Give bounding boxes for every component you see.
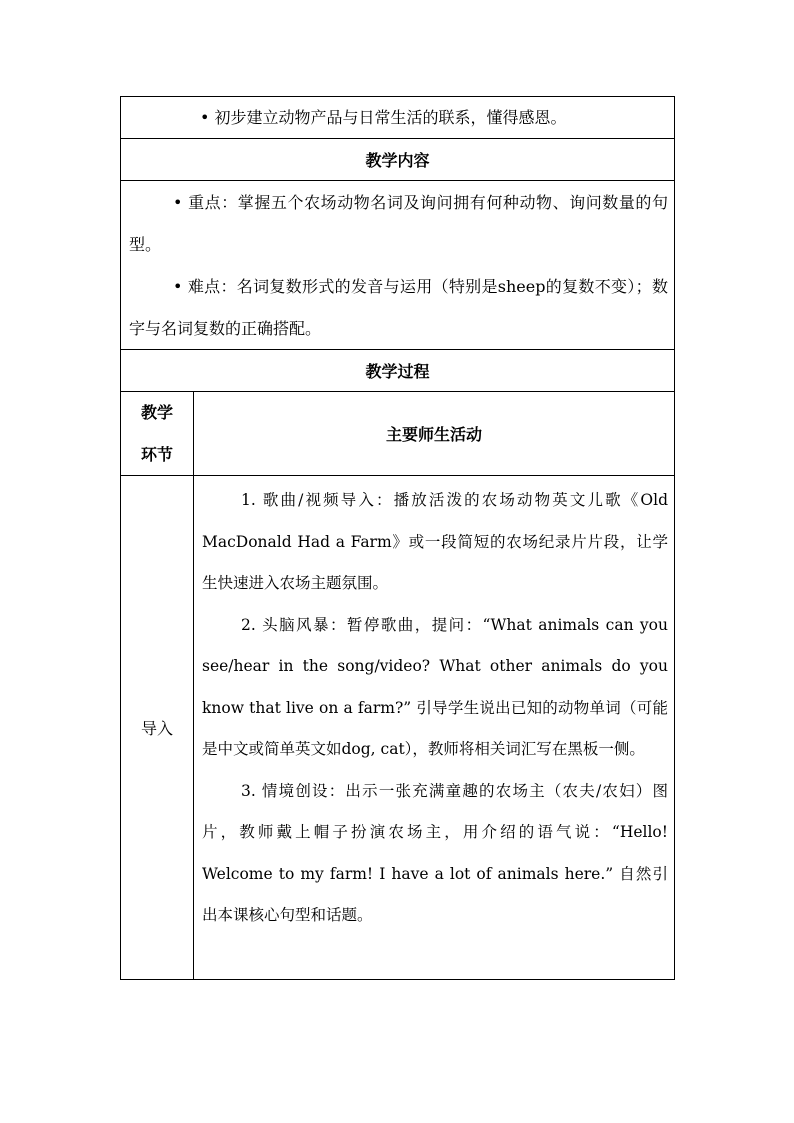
intro-item-1 xyxy=(194,480,674,605)
intro-row xyxy=(121,476,675,980)
stage-header-line2: 环节 xyxy=(140,444,173,464)
goal-bullet-text: • 初步建立动物产品与日常生活的联系，懂得感恩。 xyxy=(200,108,567,127)
goal-cell xyxy=(121,97,675,139)
intro-stage-label: 导入 xyxy=(121,476,194,980)
content-row xyxy=(121,181,675,350)
stage-header-line1: 教学 xyxy=(140,403,173,422)
column-header-row xyxy=(121,392,675,476)
activity-column-header: 主要师生活动 xyxy=(194,392,675,476)
key-point-text xyxy=(121,181,674,265)
intro-item-3 xyxy=(194,771,674,937)
difficulty-label: • 难点：名词复数形式的发音与运用（特别是sheep的复数不变）；数字与名词复数的正确搭配。 xyxy=(129,277,668,338)
intro-activities xyxy=(194,476,675,980)
intro-item-1-text: 1. 歌曲/视频导入：播放活泼的农场动物英文儿歌《Old MacDonald Had a Farm》或一段简短的农场纪录片片段，让学生快速进入农场主题氛围。 xyxy=(202,491,668,592)
intro-item-2-text: 2. 头脑风暴：暂停歌曲，提问：“What animals can you see/hear in the song/video? What other animals do you know that live on a farm?” 引导学生说出已知的动物单词（可能是中文或简单英文如dog, cat），教师将相关词汇写在黑板一侧。 xyxy=(202,615,668,758)
key-point-label: • 重点：掌握五个农场动物名词及询问拥有何种动物、询问数量的句型。 xyxy=(129,193,668,254)
content-cell xyxy=(121,181,675,350)
content-header: 教学内容 xyxy=(121,139,675,181)
intro-item-3-text: 3. 情境创设：出示一张充满童趣的农场主（农夫/农妇）图片，教师戴上帽子扮演农场主，用介绍的语气说：“Hello! Welcome to my farm! I have a lot of animals here.” 自然引出本课核心句型和话题。 xyxy=(202,781,668,924)
process-header-row xyxy=(121,350,675,392)
content-header-row xyxy=(121,139,675,181)
process-header: 教学过程 xyxy=(121,350,675,392)
lesson-plan-table xyxy=(120,96,675,980)
intro-item-2 xyxy=(194,605,674,771)
difficulty-text xyxy=(121,265,674,349)
stage-column-header xyxy=(121,392,194,476)
goal-row xyxy=(121,97,675,139)
